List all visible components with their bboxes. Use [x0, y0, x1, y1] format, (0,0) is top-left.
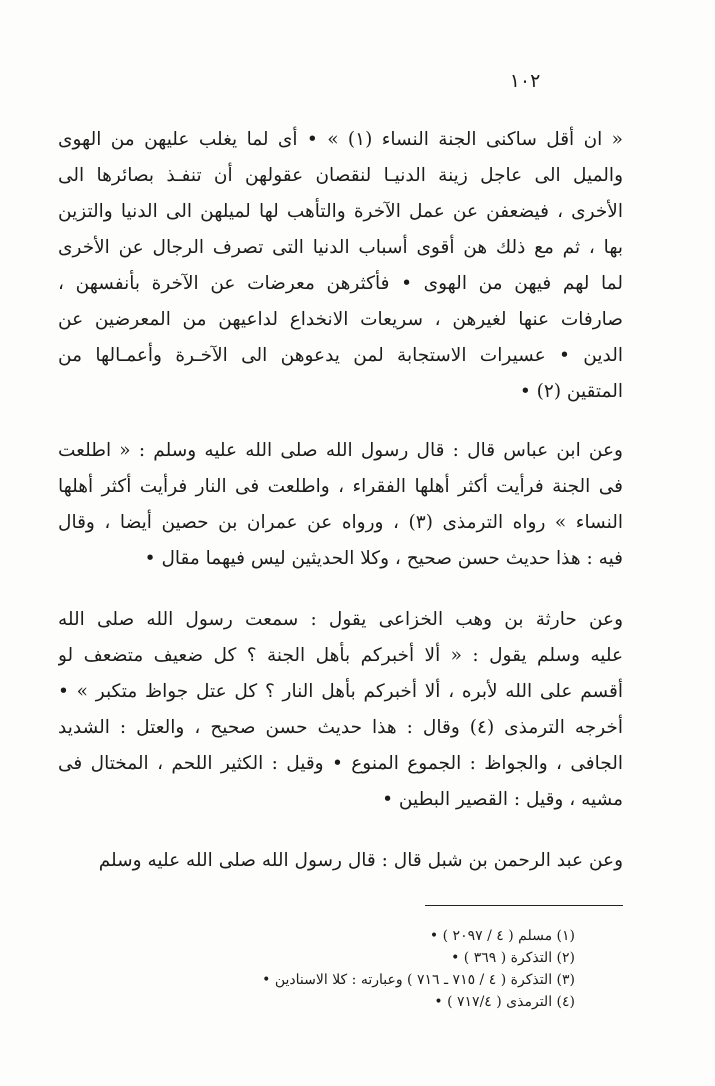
- text-line: لما لهم فيهن من الهوى • فأكثرهن معرضات عن الآخرة بأنفسهن ،: [58, 273, 623, 294]
- footnote-4: (٤) الترمذى ( ٧١٧/٤ ) •: [434, 994, 575, 1010]
- paragraph-3: [58, 602, 623, 818]
- footnotes: [120, 925, 575, 1013]
- text-line: بها ، ثم مع ذلك هن أقوى أسباب الدنيا التى تصرف الرجال عن الأخرى: [58, 237, 623, 258]
- text-line: وعن عبد الرحمن بن شبل قال : قال رسول الله صلى الله عليه وسلم: [98, 850, 623, 871]
- text-line: « ان أقل ساكنى الجنة النساء (١) » • أى لما يغلب عليهن من الهوى: [58, 129, 623, 150]
- text-line: أقسم على الله لأبره ، ألا أخبركم بأهل النار ؟ كل عتل جواظ متكبر » •: [58, 681, 623, 702]
- text-line: فى الجنة فرأيت أكثر أهلها الفقراء ، واطلعت فى النار فرأيت أكثر أهلها: [58, 476, 623, 497]
- text-line: وعن حارثة بن وهب الخزاعى يقول : سمعت رسول الله صلى الله: [58, 609, 623, 630]
- page-number: ١٠٢: [509, 70, 541, 92]
- text-line: المتقين (٢) •: [519, 381, 623, 402]
- footnote-1: (١) مسلم ( ٤ / ٢٠٩٧ ) •: [429, 928, 575, 944]
- text-line: والميل الى عاجل زينة الدنيـا لنقصان عقولهن أن تنفـذ بصائرها الى: [58, 165, 623, 186]
- text-line: صارفات عنها لغيرهن ، سريعات الانخداع لداعيهن من المعرضين عن: [58, 309, 623, 330]
- text-line: مشيه ، وقيل : القصير البطين •: [382, 789, 623, 810]
- text-line: أخرجه الترمذى (٤) وقال : هذا حديث حسن صحيح ، والعتل : الشديد: [58, 717, 623, 738]
- footnote-2: (٢) التذكرة ( ٣٦٩ ) •: [451, 950, 575, 966]
- footnote-3: (٣) التذكرة ( ٤ / ٧١٥ ـ ٧١٦ ) وعبارته : كلا الاسنادين •: [262, 972, 575, 988]
- footnote-divider: [425, 905, 623, 906]
- text-line: الأخرى ، فيضعفن عن عمل الآخرة والتأهب لها لميلهن الى الدنيا والتزين: [58, 201, 623, 222]
- text-line: النساء » رواه الترمذى (٣) ، ورواه عن عمران بن حصين أيضا ، وقال: [58, 512, 623, 533]
- text-line: عليه وسلم يقول : « ألا أخبركم بأهل الجنة ؟ كل ضعيف متضعف لو: [58, 645, 623, 666]
- paragraph-2: [58, 433, 623, 577]
- text-line: فيه : هذا حديث حسن صحيح ، وكلا الحديثين ليس فيهما مقال •: [144, 548, 623, 569]
- text-line: الجافى ، والجواظ : الجموع المنوع • وقيل : الكثير اللحم ، المختال فى: [58, 753, 623, 774]
- paragraph-1: [58, 122, 623, 410]
- text-line: وعن ابن عباس قال : قال رسول الله صلى الله عليه وسلم : « اطلعت: [58, 440, 623, 461]
- text-line: الدين • عسيرات الاستجابة لمن يدعوهن الى الآخـرة وأعمـالها من: [58, 345, 623, 366]
- paragraph-4: [58, 843, 623, 879]
